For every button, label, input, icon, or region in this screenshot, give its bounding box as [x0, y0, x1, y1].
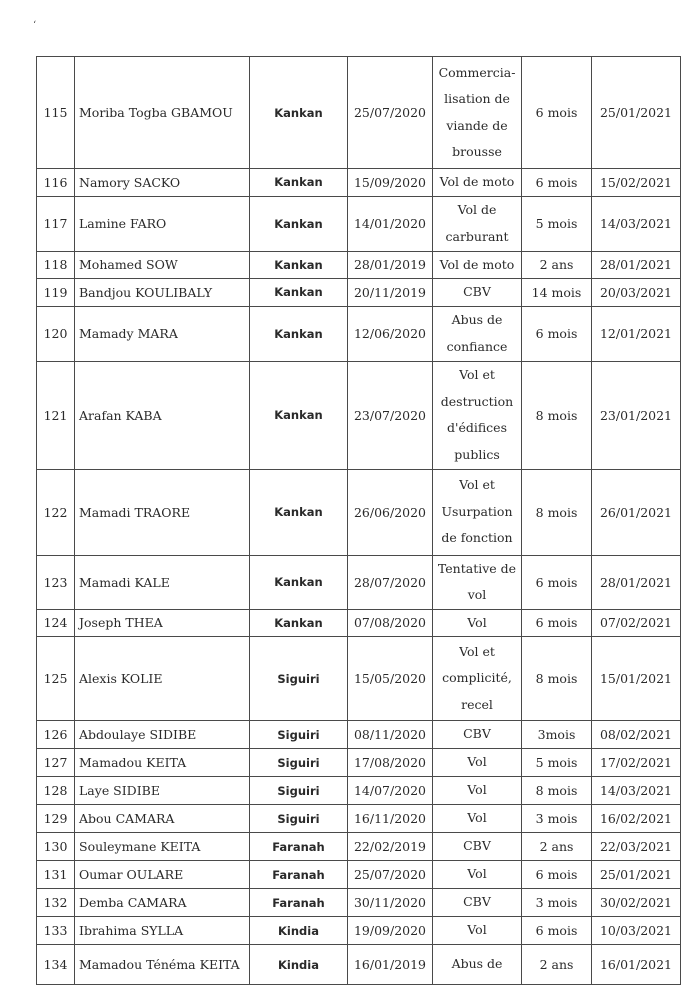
table-row — [37, 833, 681, 861]
offence-cell: Vol — [433, 861, 522, 889]
person-name-cell: Oumar OULARE — [75, 861, 250, 889]
sentence-duration-cell: 8 mois — [522, 637, 592, 721]
location-cell: Siguiri — [250, 777, 348, 805]
offence-cell: Vol et complicité, recel — [433, 637, 522, 721]
offence-cell: Vol de moto — [433, 251, 522, 279]
end-date-cell: 25/01/2021 — [592, 861, 681, 889]
row-number-cell: 115 — [37, 57, 75, 169]
offence-cell: Vol de carburant — [433, 196, 522, 251]
row-number-cell: 127 — [37, 749, 75, 777]
end-date-cell: 30/02/2021 — [592, 889, 681, 917]
start-date-cell: 08/11/2020 — [348, 721, 433, 749]
sentence-duration-cell: 6 mois — [522, 555, 592, 609]
sentence-duration-cell: 8 mois — [522, 469, 592, 555]
start-date-cell: 25/07/2020 — [348, 57, 433, 169]
location-cell: Kankan — [250, 251, 348, 279]
location-cell: Siguiri — [250, 749, 348, 777]
end-date-cell: 16/02/2021 — [592, 805, 681, 833]
location-cell: Siguiri — [250, 721, 348, 749]
table-row — [37, 361, 681, 469]
row-number-cell: 126 — [37, 721, 75, 749]
row-number-cell: 120 — [37, 306, 75, 361]
person-name-cell: Mamadi KALE — [75, 555, 250, 609]
table-row — [37, 917, 681, 945]
offence-cell: Vol et Usurpation de fonction — [433, 469, 522, 555]
sentence-duration-cell: 2 ans — [522, 945, 592, 985]
location-cell: Kankan — [250, 196, 348, 251]
table-row — [37, 945, 681, 985]
start-date-cell: 15/05/2020 — [348, 637, 433, 721]
sentence-duration-cell: 6 mois — [522, 169, 592, 197]
row-number-cell: 121 — [37, 361, 75, 469]
row-number-cell: 132 — [37, 889, 75, 917]
end-date-cell: 12/01/2021 — [592, 306, 681, 361]
location-cell: Kankan — [250, 57, 348, 169]
offence-cell: CBV — [433, 279, 522, 307]
row-number-cell: 129 — [37, 805, 75, 833]
location-cell: Kankan — [250, 469, 348, 555]
start-date-cell: 14/01/2020 — [348, 196, 433, 251]
table-row — [37, 279, 681, 307]
row-number-cell: 133 — [37, 917, 75, 945]
sentence-duration-cell: 8 mois — [522, 777, 592, 805]
person-name-cell: Abdoulaye SIDIBE — [75, 721, 250, 749]
end-date-cell: 15/01/2021 — [592, 637, 681, 721]
location-cell: Kankan — [250, 361, 348, 469]
table-row — [37, 637, 681, 721]
table-row — [37, 805, 681, 833]
end-date-cell: 26/01/2021 — [592, 469, 681, 555]
person-name-cell: Mamadou Ténéma KEITA — [75, 945, 250, 985]
start-date-cell: 22/02/2019 — [348, 833, 433, 861]
sentence-duration-cell: 3 mois — [522, 889, 592, 917]
offence-cell: Vol — [433, 609, 522, 637]
end-date-cell: 17/02/2021 — [592, 749, 681, 777]
sentence-duration-cell: 5 mois — [522, 749, 592, 777]
start-date-cell: 17/08/2020 — [348, 749, 433, 777]
row-number-cell: 131 — [37, 861, 75, 889]
start-date-cell: 14/07/2020 — [348, 777, 433, 805]
end-date-cell: 07/02/2021 — [592, 609, 681, 637]
row-number-cell: 123 — [37, 555, 75, 609]
start-date-cell: 12/06/2020 — [348, 306, 433, 361]
person-name-cell: Abou CAMARA — [75, 805, 250, 833]
sentence-duration-cell: 8 mois — [522, 361, 592, 469]
person-name-cell: Ibrahima SYLLA — [75, 917, 250, 945]
person-name-cell: Moriba Togba GBAMOU — [75, 57, 250, 169]
offence-cell: Tentative de vol — [433, 555, 522, 609]
sentence-duration-cell: 3 mois — [522, 805, 592, 833]
offence-cell: CBV — [433, 889, 522, 917]
offence-cell: Vol — [433, 917, 522, 945]
end-date-cell: 22/03/2021 — [592, 833, 681, 861]
location-cell: Kindia — [250, 945, 348, 985]
table-row — [37, 469, 681, 555]
records-body — [37, 57, 681, 985]
end-date-cell: 23/01/2021 — [592, 361, 681, 469]
person-name-cell: Lamine FARO — [75, 196, 250, 251]
person-name-cell: Mamadou KEITA — [75, 749, 250, 777]
end-date-cell: 28/01/2021 — [592, 251, 681, 279]
sentence-duration-cell: 6 mois — [522, 861, 592, 889]
table-row — [37, 889, 681, 917]
row-number-cell: 125 — [37, 637, 75, 721]
start-date-cell: 07/08/2020 — [348, 609, 433, 637]
person-name-cell: Bandjou KOULIBALY — [75, 279, 250, 307]
sentence-duration-cell: 6 mois — [522, 917, 592, 945]
end-date-cell: 10/03/2021 — [592, 917, 681, 945]
start-date-cell: 28/07/2020 — [348, 555, 433, 609]
location-cell: Kankan — [250, 169, 348, 197]
offence-cell: Vol et destruction d'édifices publics — [433, 361, 522, 469]
sentence-duration-cell: 6 mois — [522, 306, 592, 361]
location-cell: Faranah — [250, 889, 348, 917]
location-cell: Faranah — [250, 833, 348, 861]
sentence-duration-cell: 5 mois — [522, 196, 592, 251]
table-row — [37, 555, 681, 609]
location-cell: Siguiri — [250, 637, 348, 721]
offence-cell: Abus de confiance — [433, 306, 522, 361]
person-name-cell: Alexis KOLIE — [75, 637, 250, 721]
start-date-cell: 28/01/2019 — [348, 251, 433, 279]
location-cell: Kankan — [250, 555, 348, 609]
start-date-cell: 15/09/2020 — [348, 169, 433, 197]
table-row — [37, 251, 681, 279]
sentence-duration-cell: 6 mois — [522, 57, 592, 169]
table-row — [37, 777, 681, 805]
offence-cell: Vol — [433, 805, 522, 833]
table-row — [37, 749, 681, 777]
row-number-cell: 122 — [37, 469, 75, 555]
location-cell: Siguiri — [250, 805, 348, 833]
row-number-cell: 124 — [37, 609, 75, 637]
offence-cell: Commercia-lisation de viande de brousse — [433, 57, 522, 169]
person-name-cell: Arafan KABA — [75, 361, 250, 469]
sentence-duration-cell: 14 mois — [522, 279, 592, 307]
person-name-cell: Joseph THEA — [75, 609, 250, 637]
offence-cell: Abus de — [433, 945, 522, 985]
location-cell: Kankan — [250, 609, 348, 637]
location-cell: Faranah — [250, 861, 348, 889]
offence-cell: CBV — [433, 833, 522, 861]
sentence-duration-cell: 2 ans — [522, 833, 592, 861]
start-date-cell: 26/06/2020 — [348, 469, 433, 555]
table-row — [37, 861, 681, 889]
end-date-cell: 14/03/2021 — [592, 777, 681, 805]
table-row — [37, 721, 681, 749]
row-number-cell: 134 — [37, 945, 75, 985]
start-date-cell: 20/11/2019 — [348, 279, 433, 307]
row-number-cell: 117 — [37, 196, 75, 251]
table-row — [37, 306, 681, 361]
person-name-cell: Laye SIDIBE — [75, 777, 250, 805]
table-row — [37, 609, 681, 637]
person-name-cell: Souleymane KEITA — [75, 833, 250, 861]
end-date-cell: 08/02/2021 — [592, 721, 681, 749]
start-date-cell: 25/07/2020 — [348, 861, 433, 889]
location-cell: Kankan — [250, 279, 348, 307]
end-date-cell: 14/03/2021 — [592, 196, 681, 251]
row-number-cell: 119 — [37, 279, 75, 307]
detainee-records-table — [36, 56, 681, 985]
end-date-cell: 28/01/2021 — [592, 555, 681, 609]
start-date-cell: 16/01/2019 — [348, 945, 433, 985]
offence-cell: Vol — [433, 777, 522, 805]
person-name-cell: Mamadi TRAORE — [75, 469, 250, 555]
person-name-cell: Mohamed SOW — [75, 251, 250, 279]
person-name-cell: Namory SACKO — [75, 169, 250, 197]
page-mark: ʻ — [33, 20, 37, 31]
row-number-cell: 130 — [37, 833, 75, 861]
offence-cell: Vol de moto — [433, 169, 522, 197]
row-number-cell: 118 — [37, 251, 75, 279]
offence-cell: CBV — [433, 721, 522, 749]
end-date-cell: 15/02/2021 — [592, 169, 681, 197]
table-row — [37, 169, 681, 197]
location-cell: Kindia — [250, 917, 348, 945]
location-cell: Kankan — [250, 306, 348, 361]
table-row — [37, 196, 681, 251]
start-date-cell: 19/09/2020 — [348, 917, 433, 945]
offence-cell: Vol — [433, 749, 522, 777]
sentence-duration-cell: 2 ans — [522, 251, 592, 279]
row-number-cell: 128 — [37, 777, 75, 805]
start-date-cell: 16/11/2020 — [348, 805, 433, 833]
end-date-cell: 25/01/2021 — [592, 57, 681, 169]
person-name-cell: Mamady MARA — [75, 306, 250, 361]
row-number-cell: 116 — [37, 169, 75, 197]
start-date-cell: 30/11/2020 — [348, 889, 433, 917]
end-date-cell: 20/03/2021 — [592, 279, 681, 307]
sentence-duration-cell: 3mois — [522, 721, 592, 749]
table-row — [37, 57, 681, 169]
end-date-cell: 16/01/2021 — [592, 945, 681, 985]
person-name-cell: Demba CAMARA — [75, 889, 250, 917]
sentence-duration-cell: 6 mois — [522, 609, 592, 637]
start-date-cell: 23/07/2020 — [348, 361, 433, 469]
